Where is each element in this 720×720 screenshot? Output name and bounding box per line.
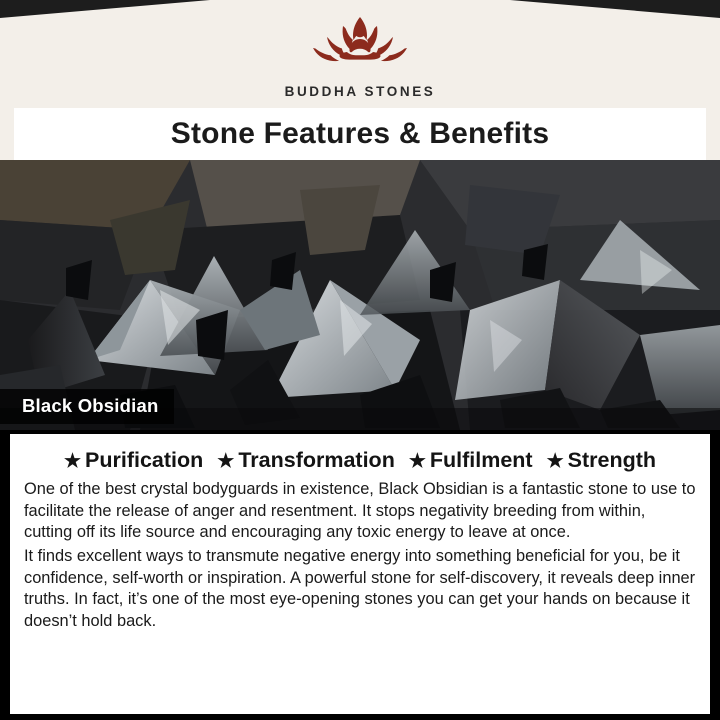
benefits-list (24, 448, 696, 473)
benefit-item (409, 448, 533, 473)
brand-name: BUDDHA STONES (284, 84, 436, 99)
description-panel (10, 434, 710, 714)
brand-logo (0, 14, 720, 99)
header (0, 0, 720, 160)
stone-photo (0, 160, 720, 430)
description-paragraph-1: One of the best crystal bodyguards in existence, Black Obsidian is a fantastic stone to use to facilitate the release of anger and resentment. It stops negativity breeding from within, cutting off its life source and encouraging any toxic energy to leave at once. (24, 480, 696, 542)
benefit-item (217, 448, 395, 473)
star-icon: ★ (408, 451, 426, 472)
benefit-label: Fulfilment (429, 448, 533, 472)
star-icon: ★ (217, 451, 235, 472)
photo-caption: Black Obsidian (0, 389, 174, 424)
benefit-label: Purification (85, 448, 204, 472)
star-icon: ★ (63, 451, 82, 472)
lotus-meditation-icon (285, 14, 435, 80)
page-title: Stone Features & Benefits (170, 117, 550, 150)
star-icon: ★ (546, 451, 564, 472)
benefit-item (64, 448, 203, 473)
description-paragraph-2: It finds excellent ways to transmute negative energy into something beneficial for you, be it confidence, self-worth or inspiration. A powerful stone for self-discovery, it reveals deep inner truths. In fact, it’s one of the most eye-opening stones you can get your hands on because it doesn’t hold back. (24, 546, 696, 630)
benefit-label: Transformation (238, 448, 395, 472)
benefit-item (547, 448, 656, 473)
benefit-label: Strength (567, 448, 657, 472)
title-band (14, 108, 706, 160)
